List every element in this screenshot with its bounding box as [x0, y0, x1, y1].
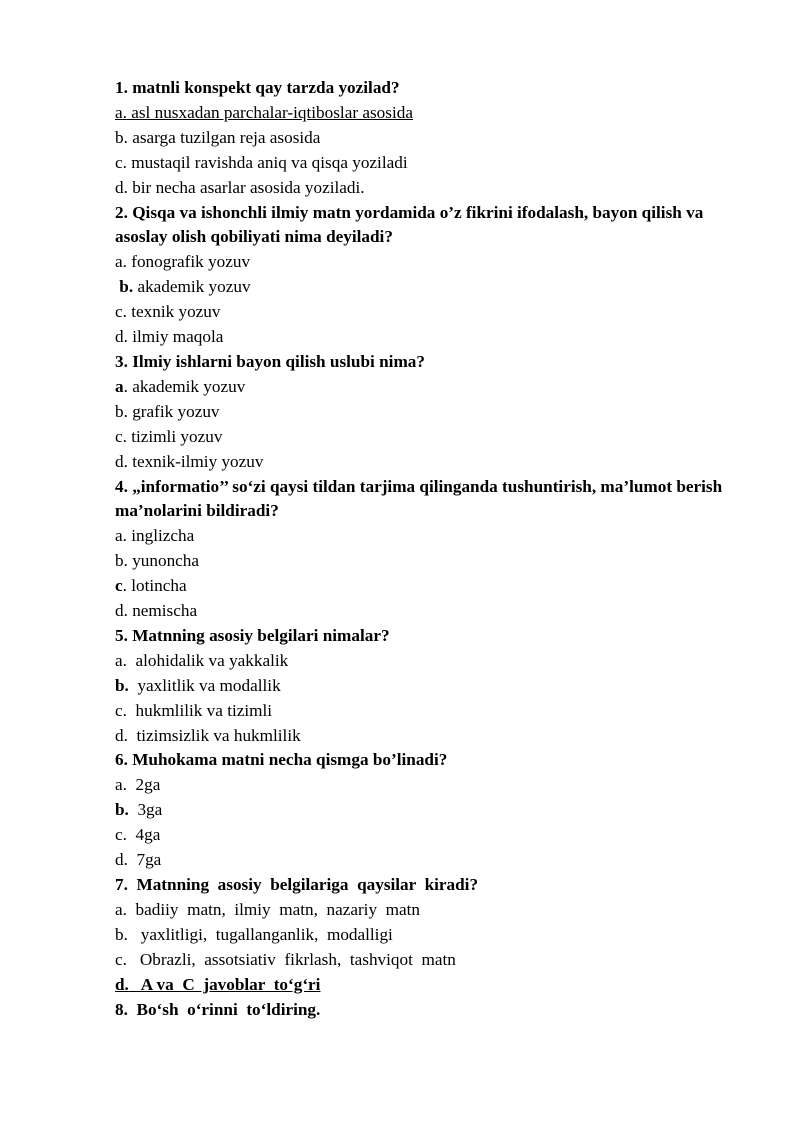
- option-text: alohidalik va yakkalik: [126, 650, 289, 670]
- q6-option-c: [115, 823, 755, 848]
- option-text: ilmiy maqola: [127, 327, 224, 347]
- option-text: grafik yozuv: [127, 401, 220, 421]
- q6-option-a: [115, 773, 755, 798]
- q5-option-c: [115, 699, 755, 724]
- q6-option-d: [115, 848, 755, 873]
- option-text: nemischa: [127, 601, 198, 621]
- q5-option-a: [115, 649, 755, 674]
- option-letter: c.: [115, 949, 127, 969]
- option-text: akademik yozuv: [133, 277, 251, 297]
- option-letter: b.: [115, 277, 134, 297]
- option-text: hukmlilik va tizimli: [126, 700, 273, 720]
- q7-option-c: [115, 948, 755, 973]
- option-text: Obrazli, assotsiativ fikrlash, tashviqot matn: [126, 949, 456, 969]
- option-text: yaxlitlik va modallik: [128, 675, 281, 695]
- q4-option-d: [115, 599, 755, 624]
- option-text: 3ga: [128, 800, 163, 820]
- q3-option-c: [115, 425, 755, 450]
- option-letter: a.: [115, 526, 127, 546]
- option-letter: b.: [115, 800, 129, 820]
- option-letter: d.: [115, 850, 128, 870]
- q4-option-a: [115, 524, 755, 549]
- option-letter: a: [115, 376, 124, 396]
- option-letter: a.: [115, 899, 127, 919]
- option-letter: a.: [115, 775, 127, 795]
- option-letter: b.: [115, 127, 128, 147]
- option-letter: a.: [115, 102, 127, 122]
- option-text: fonografik yozuv: [126, 252, 251, 272]
- q2-option-b: [115, 275, 755, 300]
- q7-option-a: [115, 898, 755, 923]
- option-letter: c.: [115, 825, 127, 845]
- option-text: tizimsizlik va hukmlilik: [127, 725, 301, 745]
- option-letter: d.: [115, 725, 128, 745]
- q3-option-b: [115, 400, 755, 425]
- option-text: asarga tuzilgan reja asosida: [127, 127, 321, 147]
- question-5: 5. Matnning asosiy belgilari nimalar?: [115, 625, 390, 645]
- option-letter: b.: [115, 924, 128, 944]
- option-text: 7ga: [127, 850, 162, 870]
- q2-option-d: [115, 325, 755, 350]
- q4-option-c: [115, 574, 755, 599]
- option-text: mustaqil ravishda aniq va qisqa yoziladi: [126, 152, 408, 172]
- q5-option-b: [115, 674, 755, 699]
- q2-option-a: [115, 250, 755, 275]
- option-letter: c.: [115, 700, 127, 720]
- option-letter: a.: [115, 650, 127, 670]
- question-2: 2. Qisqa va ishonchli ilmiy matn yordamida o’z fikrini ifodalash, bayon qilish va asoslay olish qobiliyati nima deyiladi?: [115, 202, 704, 247]
- q1-option-c: [115, 151, 755, 176]
- option-letter: c.: [115, 426, 127, 446]
- question-4: 4. „informatio’’ so‘zi qaysi tildan tarjima qilinganda tushuntirish, ma’lumot berish ma’nolarini bildiradi?: [115, 476, 723, 521]
- option-text: yaxlitligi, tugallanganlik, modalligi: [127, 924, 393, 944]
- option-letter: b.: [115, 401, 128, 421]
- document-page: [115, 76, 755, 1022]
- question-8: 8. Bo‘sh o‘rinni to‘ldiring.: [115, 999, 321, 1019]
- option-letter: b.: [115, 675, 129, 695]
- option-text: yunoncha: [127, 551, 200, 571]
- q4-option-b: [115, 549, 755, 574]
- option-letter: d.: [115, 974, 129, 994]
- question-1: 1. matnli konspekt qay tarzda yozilad?: [115, 78, 400, 97]
- option-text: inglizcha: [126, 526, 195, 546]
- option-text: texnik-ilmiy yozuv: [127, 451, 264, 471]
- q1-option-b: [115, 126, 755, 151]
- option-letter: c.: [115, 152, 127, 172]
- option-text: asl nusxadan parchalar-iqtiboslar asosida: [126, 102, 413, 122]
- option-letter: d.: [115, 327, 128, 347]
- question-3: 3. Ilmiy ishlarni bayon qilish uslubi nima?: [115, 351, 425, 371]
- option-letter: d.: [115, 451, 128, 471]
- option-text: . akademik yozuv: [123, 376, 246, 396]
- q5-option-d: [115, 724, 755, 749]
- question-6: 6. Muhokama matni necha qismga bo’linadi?: [115, 750, 448, 770]
- option-text: 2ga: [126, 775, 161, 795]
- option-letter: b.: [115, 551, 128, 571]
- option-letter: c: [115, 576, 123, 596]
- option-letter: c.: [115, 302, 127, 322]
- option-letter: d.: [115, 177, 128, 197]
- q1-option-d: [115, 176, 755, 201]
- option-text: tizimli yozuv: [126, 426, 223, 446]
- q1-option-a: [115, 101, 755, 126]
- option-text: 4ga: [126, 825, 161, 845]
- q3-option-a: [115, 375, 755, 400]
- q7-option-d: [115, 973, 755, 998]
- option-text: bir necha asarlar asosida yoziladi.: [127, 177, 365, 197]
- q3-option-d: [115, 450, 755, 475]
- option-text: . lotincha: [122, 576, 187, 596]
- option-letter: d.: [115, 601, 128, 621]
- option-text: texnik yozuv: [126, 302, 221, 322]
- option-text: badiiy matn, ilmiy matn, nazariy matn: [126, 899, 421, 919]
- q7-option-b: [115, 923, 755, 948]
- option-text: A va C javoblar to‘g‘ri: [128, 974, 321, 994]
- q2-option-c: [115, 300, 755, 325]
- question-7: 7. Matnning asosiy belgilariga qaysilar kiradi?: [115, 875, 479, 894]
- q6-option-b: [115, 798, 755, 823]
- option-letter: a.: [115, 252, 127, 272]
